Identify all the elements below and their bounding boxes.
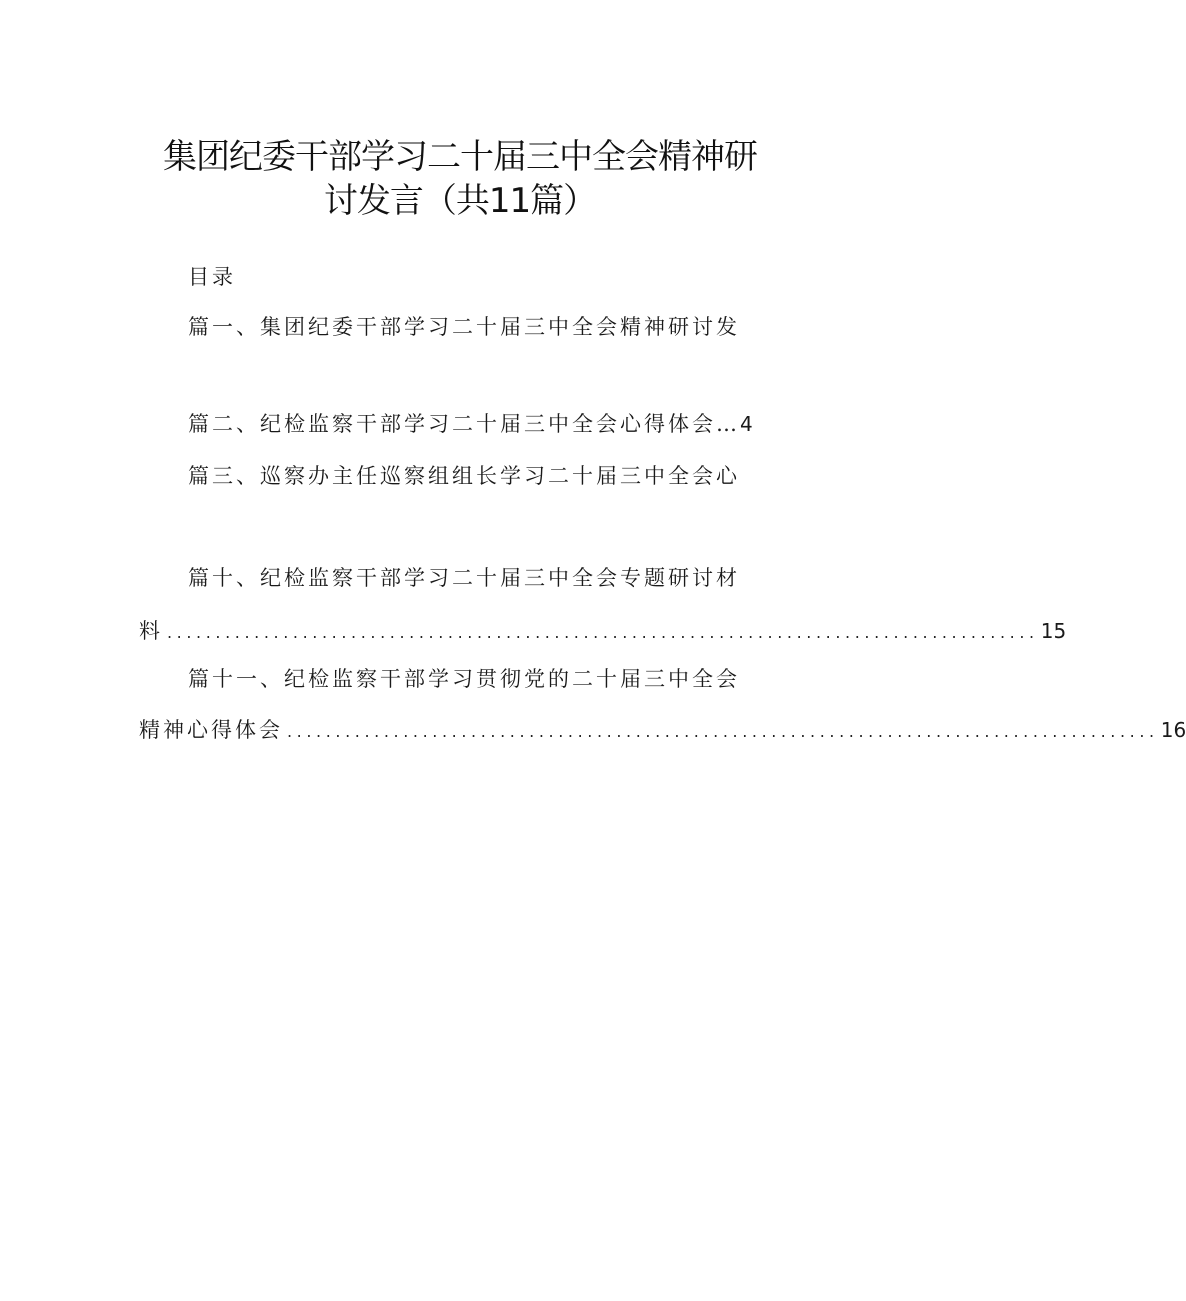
document-title-line-1: 集团纪委干部学习二十届三中全会精神研 [163,137,757,177]
toc-entry-10-text: 篇十、纪检监察干部学习二十届三中全会专题研讨材 [188,566,740,590]
toc-entry-1-text: 篇一、集团纪委干部学习二十届三中全会精神研讨发 [188,315,740,339]
toc-entry-10[interactable] [188,564,740,592]
toc-entry-11[interactable] [188,665,740,693]
toc-entry-2[interactable] [188,410,753,438]
toc-entry-11-continuation-text: 精神心得体会 [139,718,283,742]
toc-entry-1[interactable] [188,313,740,341]
toc-entry-11-text: 篇十一、纪检监察干部学习贯彻党的二十届三中全会 [188,667,740,691]
toc-entry-10-continuation-text: 料 [139,619,163,643]
toc-entry-2-text: 篇二、纪检监察干部学习二十届三中全会心得体会… [188,412,740,436]
document-title-line-2: 讨发言（共11篇） [323,181,597,221]
toc-entry-10-page: 15 [1040,619,1067,643]
toc-leader-dots: .......................................................................................... [287,722,1159,741]
toc-entry-10-continuation[interactable] [139,617,1067,647]
toc-leader-dots: .......................................................................................... [167,623,1039,642]
toc-entry-2-page: 4 [740,412,753,436]
toc-entry-3[interactable] [188,462,740,490]
toc-entry-3-text: 篇三、巡察办主任巡察组组长学习二十届三中全会心 [188,464,740,488]
toc-heading: 目录 [188,265,236,289]
toc-entry-11-page: 16 [1160,718,1186,742]
toc-entry-11-continuation[interactable] [139,716,1186,746]
